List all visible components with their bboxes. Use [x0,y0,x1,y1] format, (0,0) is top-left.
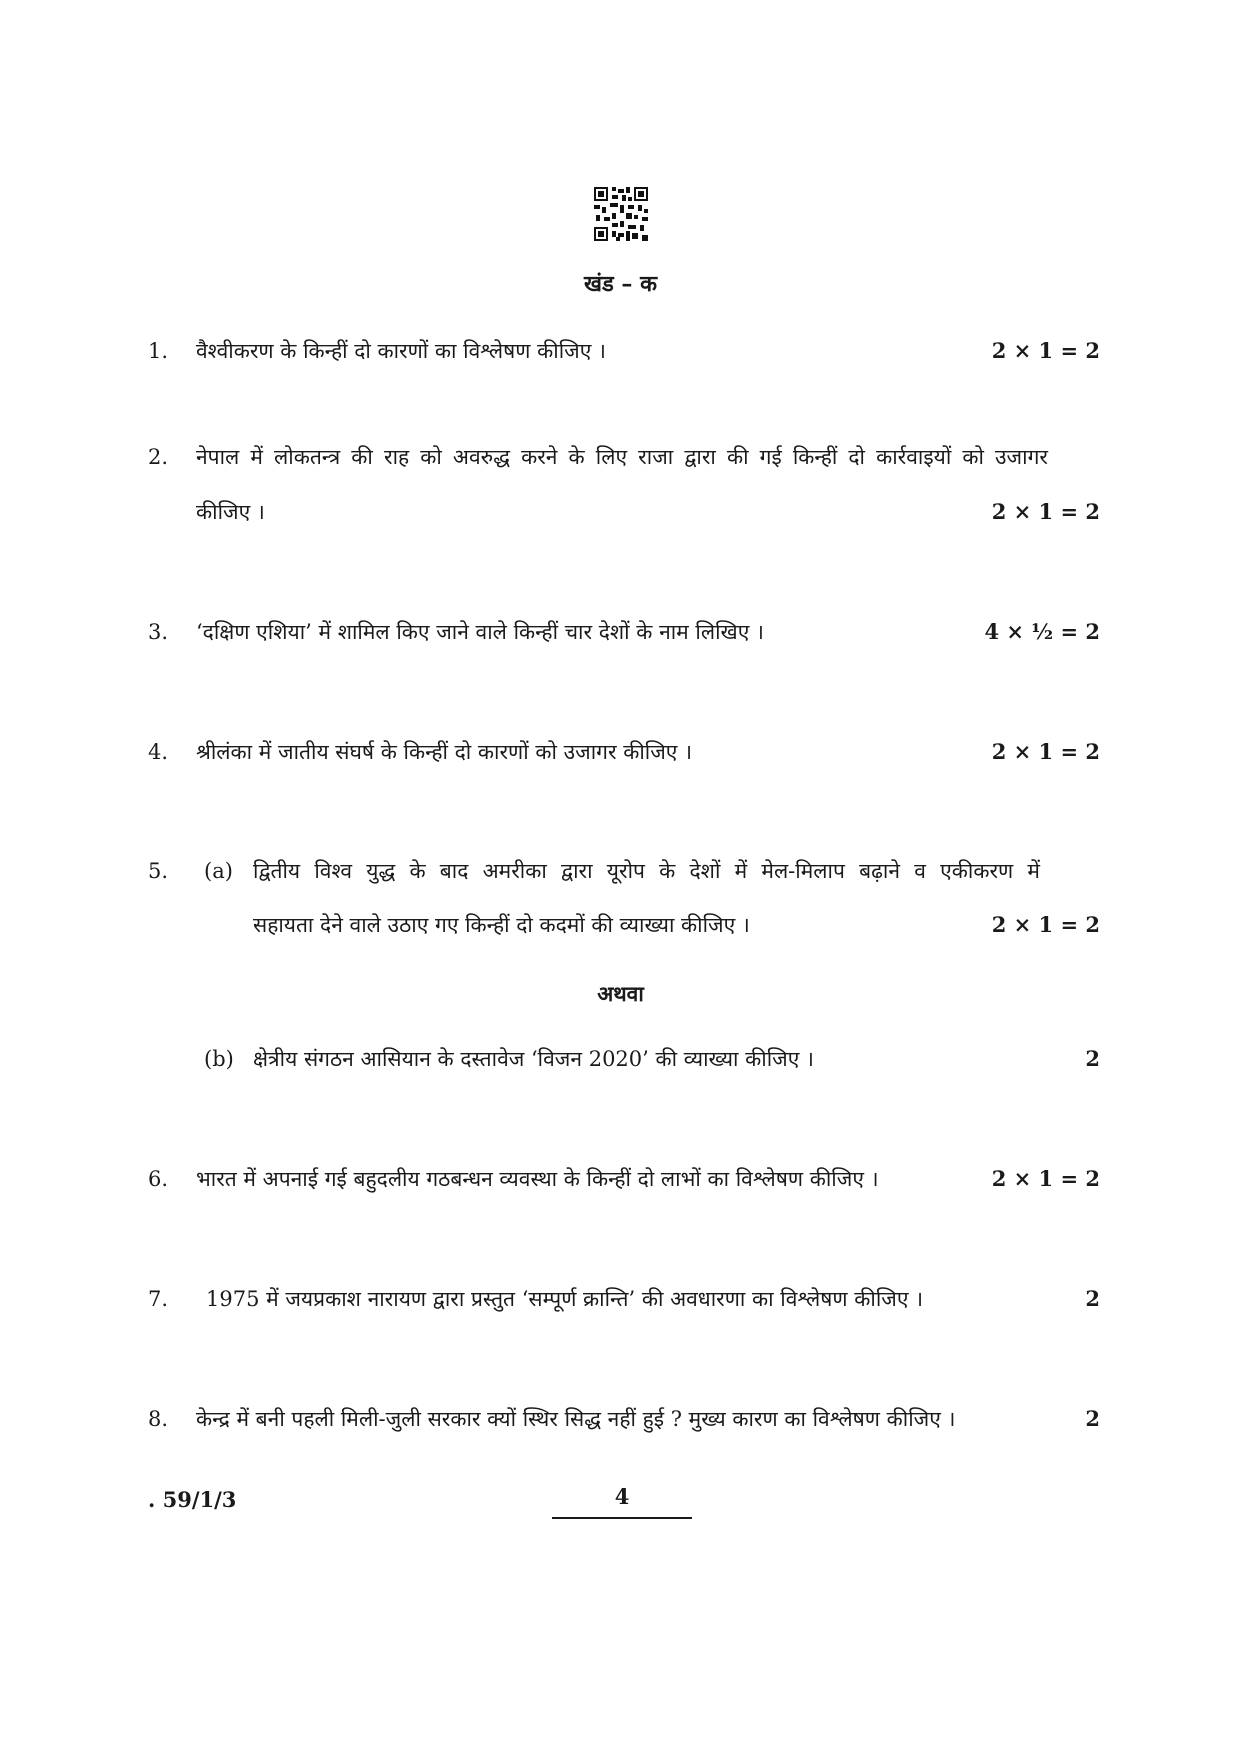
question-number: 6. [148,1167,169,1191]
question-text-line2: कीजिए । [196,500,265,524]
question-number: 1. [148,339,169,363]
question-marks: 2 × 1 = 2 [991,912,1100,937]
qr-code [594,187,648,241]
question-marks: 2 × 1 = 2 [991,499,1100,524]
option-label-b: (b) [204,1047,234,1071]
question-number: 4. [148,740,169,764]
question-text: केन्द्र में बनी पहली मिली-जुली सरकार क्यों स्थिर सिद्ध नहीं हुई ? मुख्य कारण का विश्लेषण कीजिए । [196,1407,956,1431]
question-text-line2: सहायता देने वाले उठाए गए किन्हीं दो कदमों की व्याख्या कीजिए । [253,913,750,937]
question-marks: 2 × 1 = 2 [991,1166,1100,1191]
question-text: भारत में अपनाई गई बहुदलीय गठबन्धन व्यवस्था के किन्हीं दो लाभों का विश्लेषण कीजिए । [196,1167,879,1191]
question-marks: 2 × 1 = 2 [991,338,1100,363]
question-marks: 2 [1085,1406,1100,1431]
or-separator: अथवा [597,981,644,1006]
question-text-line1: द्वितीय विश्व युद्ध के बाद अमरीका द्वारा यूरोप के देशों में मेल-मिलाप बढ़ाने व एकीकरण में [253,859,1040,883]
question-number: 7. [148,1287,169,1311]
question-marks: 2 [1085,1286,1100,1311]
question-text: 1975 में जयप्रकाश नारायण द्वारा प्रस्तुत ‘सम्पूर्ण क्रान्ति’ की अवधारणा का विश्लेषण कीजिए । [206,1287,924,1311]
question-number: 5. [148,859,169,883]
option-label-a: (a) [204,859,233,883]
section-title: खंड – क [584,271,657,297]
question-number: 2. [148,445,169,469]
page-number: 4 [552,1484,692,1519]
question-number: 3. [148,620,169,644]
question-number: 8. [148,1407,169,1431]
paper-code: . 59/1/3 [148,1487,237,1512]
question-text: ‘दक्षिण एशिया’ में शामिल किए जाने वाले किन्हीं चार देशों के नाम लिखिए । [196,620,764,644]
question-marks: 2 × 1 = 2 [991,739,1100,764]
question-text-line1: नेपाल में लोकतन्त्र की राह को अवरुद्ध करने के लिए राजा द्वारा की गई किन्हीं दो कार्रवाइयों को उजागर [196,445,1048,469]
question-text: वैश्वीकरण के किन्हीं दो कारणों का विश्लेषण कीजिए । [196,339,607,363]
question-text: क्षेत्रीय संगठन आसियान के दस्तावेज ‘विजन 2020’ की व्याख्या कीजिए । [253,1047,814,1071]
question-marks: 4 × ½ = 2 [984,619,1100,644]
question-marks: 2 [1085,1046,1100,1071]
question-text: श्रीलंका में जातीय संघर्ष के किन्हीं दो कारणों को उजागर कीजिए । [196,740,693,764]
